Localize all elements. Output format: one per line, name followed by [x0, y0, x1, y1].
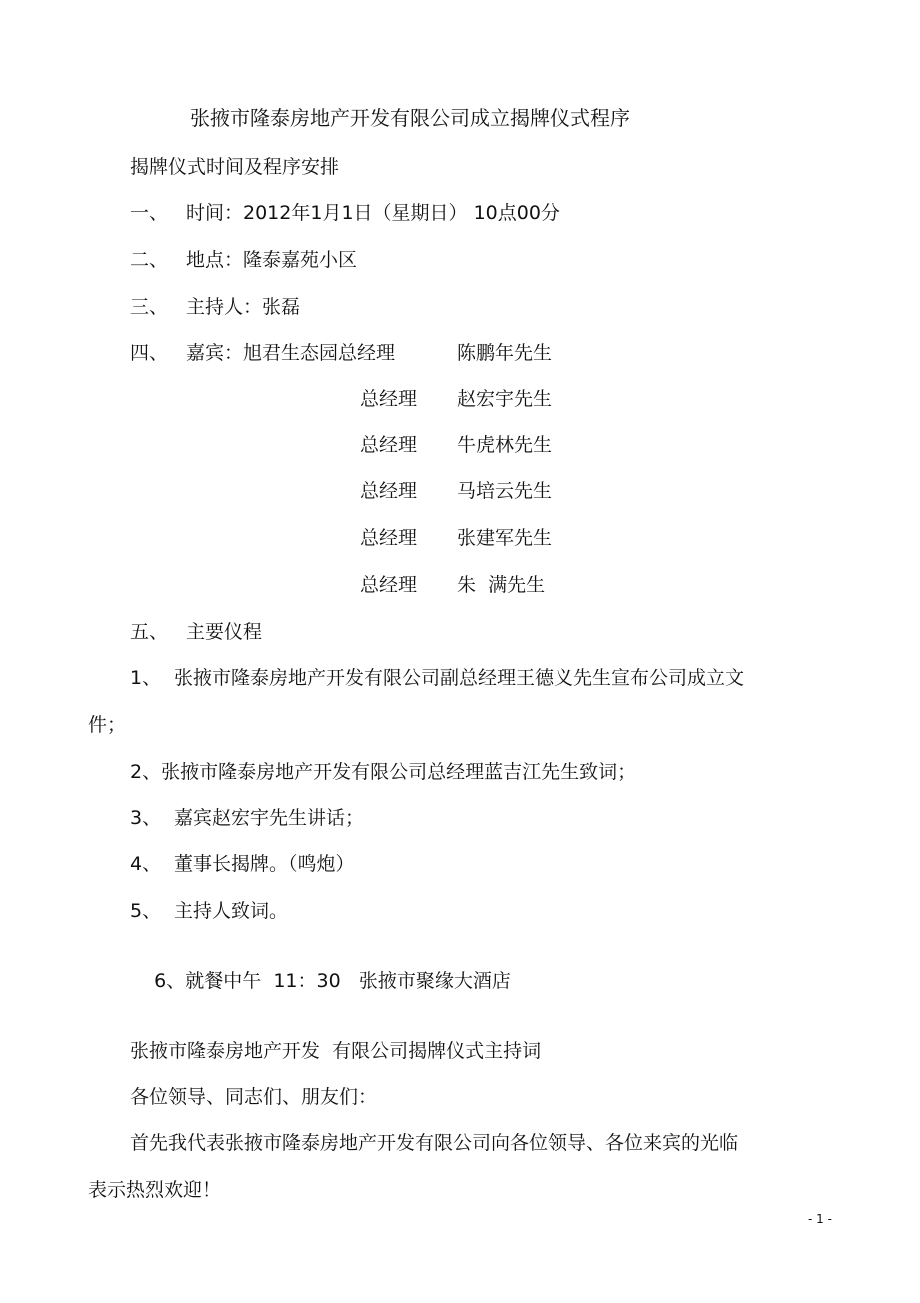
guest-role: 总经理 [360, 480, 418, 502]
page-number: - 1 - [808, 1212, 832, 1226]
guests-label: 嘉宾：旭君生态园总经理 [186, 342, 396, 364]
item-guests [130, 341, 553, 365]
guest-name: 朱 满先生 [457, 574, 546, 596]
step-text: 张掖市隆泰房地产开发有限公司副总经理王德义先生宣布公司成立文 [174, 667, 745, 689]
item-number: 四、 [130, 342, 169, 364]
guest-row [360, 387, 553, 411]
guest-role: 总经理 [360, 434, 418, 456]
step-text: 主持人致词。 [174, 900, 289, 922]
guest-row [360, 479, 553, 503]
guest-name: 马培云先生 [457, 480, 553, 502]
item-number: 二、 [130, 249, 169, 271]
agenda-step-continuation: 件； [88, 714, 127, 736]
step-text: 张掖市隆泰房地产开发有限公司总经理蓝吉江先生致词； [161, 761, 637, 783]
item-number: 五、 [130, 621, 169, 643]
item-text: 时间：2012年1月1日（星期日） 10点00分 [186, 202, 560, 224]
document-title: 张掖市隆泰房地产开发有限公司成立揭牌仪式程序 [190, 106, 630, 130]
guest-role: 总经理 [360, 388, 418, 410]
item-time [130, 201, 560, 225]
guest-row [360, 433, 553, 457]
guest-name: 牛虎林先生 [457, 434, 553, 456]
step-number: 4、 [130, 853, 162, 875]
step-text: 董事长揭牌。（鸣炮） [174, 853, 355, 875]
step-number: 1、 [130, 667, 162, 689]
guest-name: 张建军先生 [457, 527, 553, 549]
step-number: 5、 [130, 900, 162, 922]
item-text: 主要仪程 [186, 621, 263, 643]
item-text: 主持人：张磊 [186, 296, 301, 318]
item-place [130, 248, 358, 272]
agenda-step [130, 899, 289, 923]
agenda-step [130, 945, 511, 1017]
step-text: 嘉宾赵宏宇先生讲话； [174, 807, 365, 829]
guest-role: 总经理 [360, 574, 418, 596]
agenda-step [130, 760, 636, 784]
agenda-step [130, 666, 745, 690]
guest-role: 总经理 [360, 527, 418, 549]
item-text: 地点：隆泰嘉苑小区 [186, 249, 358, 271]
agenda-step [130, 806, 365, 830]
item-number: 三、 [130, 296, 169, 318]
step-text: 就餐中午 11：30 张掖市聚缘大酒店 [185, 970, 511, 992]
item-host [130, 295, 301, 319]
item-agenda [130, 620, 263, 644]
speech-paragraph-line: 表示热烈欢迎！ [88, 1179, 222, 1201]
speech-greeting: 各位领导、同志们、朋友们： [130, 1086, 378, 1108]
agenda-step [130, 852, 355, 876]
speech-paragraph-line: 首先我代表张掖市隆泰房地产开发有限公司向各位领导、各位来宾的光临 [130, 1132, 739, 1154]
schedule-heading: 揭牌仪式时间及程序安排 [130, 156, 340, 178]
guest-row [360, 573, 546, 597]
guest-name: 赵宏宇先生 [457, 388, 553, 410]
step-number: 2、 [130, 761, 162, 783]
guest-row [360, 526, 553, 550]
step-number: 6、 [154, 970, 186, 992]
step-number: 3、 [130, 807, 162, 829]
guest-name: 陈鹏年先生 [457, 342, 553, 364]
speech-title: 张掖市隆泰房地产开发 有限公司揭牌仪式主持词 [130, 1040, 542, 1062]
item-number: 一、 [130, 202, 169, 224]
